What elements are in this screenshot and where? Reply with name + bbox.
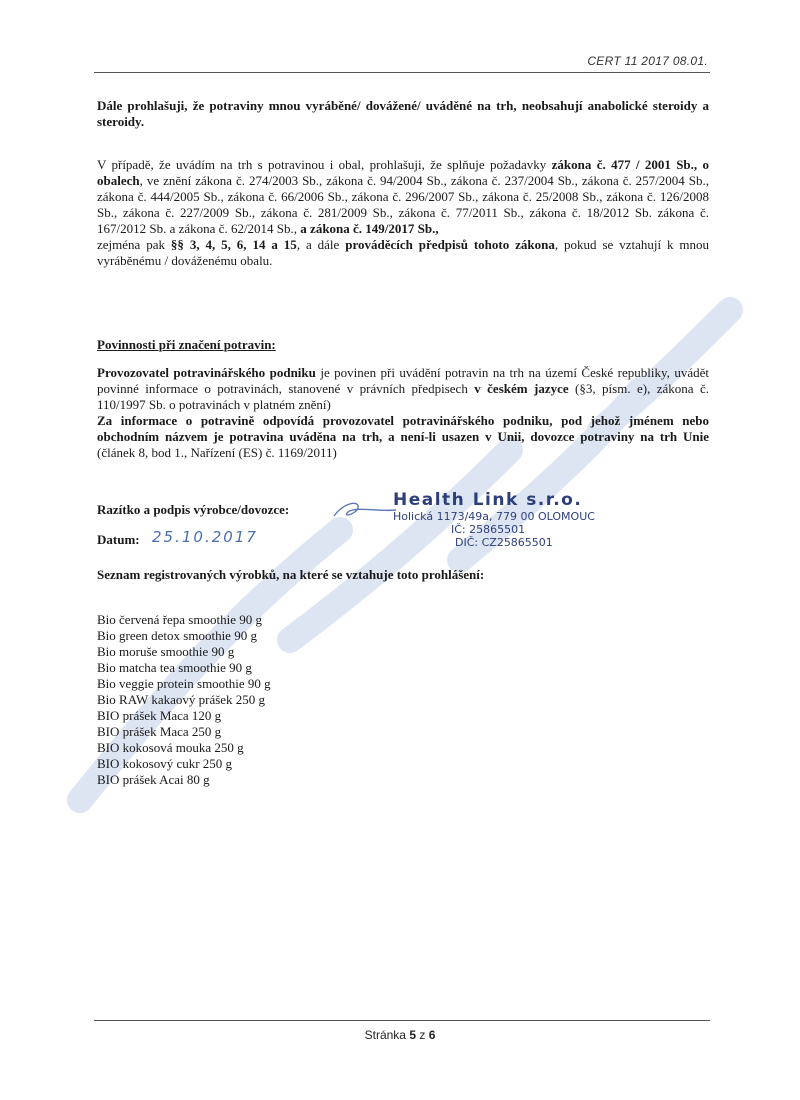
product-item: BIO prášek Maca 120 g	[97, 708, 222, 723]
labeling-responsibility: Za informace o potravině odpovídá provozovatel potravinářského podniku, pod jehož jménem nebo obchodním názvem je potravina uváděna na trh, a není-li usazen v Unii, dovozce potraviny na trh Unie	[97, 413, 709, 444]
page-separator: z	[416, 1028, 429, 1042]
date-label: Datum:	[97, 532, 140, 547]
stamp-company: Health Link s.r.o.	[393, 490, 583, 510]
packaging-regulations: prováděcích předpisů tohoto zákona	[345, 237, 555, 252]
products-heading: Seznam registrovaných výrobků, na které se vztahuje toto prohlášení:	[97, 567, 485, 582]
labeling-law-ref: (§3, písm. e), zákona č. 110/1997 Sb. o potravinách v platném znění)	[97, 381, 709, 412]
product-item: Bio RAW kakaový prášek 250 g	[97, 692, 266, 707]
company-stamp	[393, 490, 633, 549]
stamp-address: Holická 1173/49a, 779 00 OLOMOUC	[393, 510, 595, 523]
packaging-text-2: zejména pak	[97, 237, 171, 252]
product-item: BIO prášek Maca 250 g	[97, 724, 222, 739]
product-item: Bio matcha tea smoothie 90 g	[97, 660, 252, 675]
packaging-text-3: , a dále	[296, 237, 346, 252]
product-item: Bio veggie protein smoothie 90 g	[97, 676, 271, 691]
product-item: Bio moruše smoothie 90 g	[97, 644, 235, 659]
product-list	[97, 612, 271, 788]
labeling-operator: Provozovatel potravinářského podniku	[97, 365, 316, 380]
header-rule	[94, 72, 710, 73]
page-current: 5	[409, 1028, 417, 1042]
labeling-text: je povinen při uvádění potravin na trh na území České republiky, uvádět povinné informace o potravinách, stanovené v právních předpisech	[97, 365, 709, 396]
product-item: BIO kokosový cukr 250 g	[97, 756, 233, 771]
product-item: Bio green detox smoothie 90 g	[97, 628, 257, 643]
packaging-text: V případě, že uvádím na trh s potravinou i obal, prohlašuji, že splňuje požadavky	[97, 157, 552, 172]
footer-rule	[94, 1020, 710, 1021]
labeling-statement	[97, 365, 709, 461]
stamp-ic: IČ: 25865501	[451, 523, 526, 536]
page-total: 6	[428, 1028, 436, 1042]
product-item: BIO prášek Acai 80 g	[97, 772, 210, 787]
labeling-language: v českém jazyce	[474, 381, 569, 396]
stamp-signature-label: Razítko a podpis výrobce/dovozce:	[97, 502, 290, 517]
anabolic-statement: Dále prohlašuji, že potraviny mnou vyráběné/ dovážené/ uváděné na trh, neobsahují anabolické steroidy a steroidy.	[97, 98, 709, 129]
page-number	[0, 1028, 800, 1042]
stamp-dic: DIČ: CZ25865501	[455, 536, 553, 549]
packaging-text-4: , pokud se vztahují k mnou vyráběnému / dováženému obalu.	[97, 237, 710, 268]
packaging-law: zákona č. 477 / 2001 Sb., o obalech	[97, 157, 709, 188]
page-prefix: Stránka	[364, 1028, 410, 1042]
document-code: CERT 11 2017 08.01.	[587, 54, 708, 68]
signature-scribble	[330, 498, 400, 522]
product-item: BIO kokosová mouka 250 g	[97, 740, 244, 755]
packaging-statement	[97, 157, 709, 269]
product-item: Bio červená řepa smoothie 90 g	[97, 612, 262, 627]
packaging-latest-law: a zákona č. 149/2017 Sb.,	[300, 221, 439, 236]
labeling-heading: Povinnosti při značení potravin:	[97, 337, 276, 352]
labeling-regulation-ref: (článek 8, bod 1., Nařízení (ES) č. 1169/2011)	[97, 445, 337, 460]
packaging-sections: §§ 3, 4, 5, 6, 14 a 15	[170, 237, 297, 252]
packaging-amendments: , ve znění zákona č. 274/2003 Sb., zákona č. 94/2004 Sb., zákona č. 237/2004 Sb., zákona č. 257/2004 Sb., zákona č. 444/2005 Sb., zákona č. 66/2006 Sb., zákona č. 296/2007 Sb., zákona č. 25/2008 Sb., zákona č. 126/2008 Sb., zákona č. 227/2009 Sb., zákona č. 281/2009 Sb., zákona č. 77/2011 Sb., zákona č. 18/2012 Sb. zákona č. 167/2012 Sb. a zákona č. 62/2014 Sb.,	[97, 173, 709, 236]
date-value: 25.10.2017	[152, 528, 258, 546]
